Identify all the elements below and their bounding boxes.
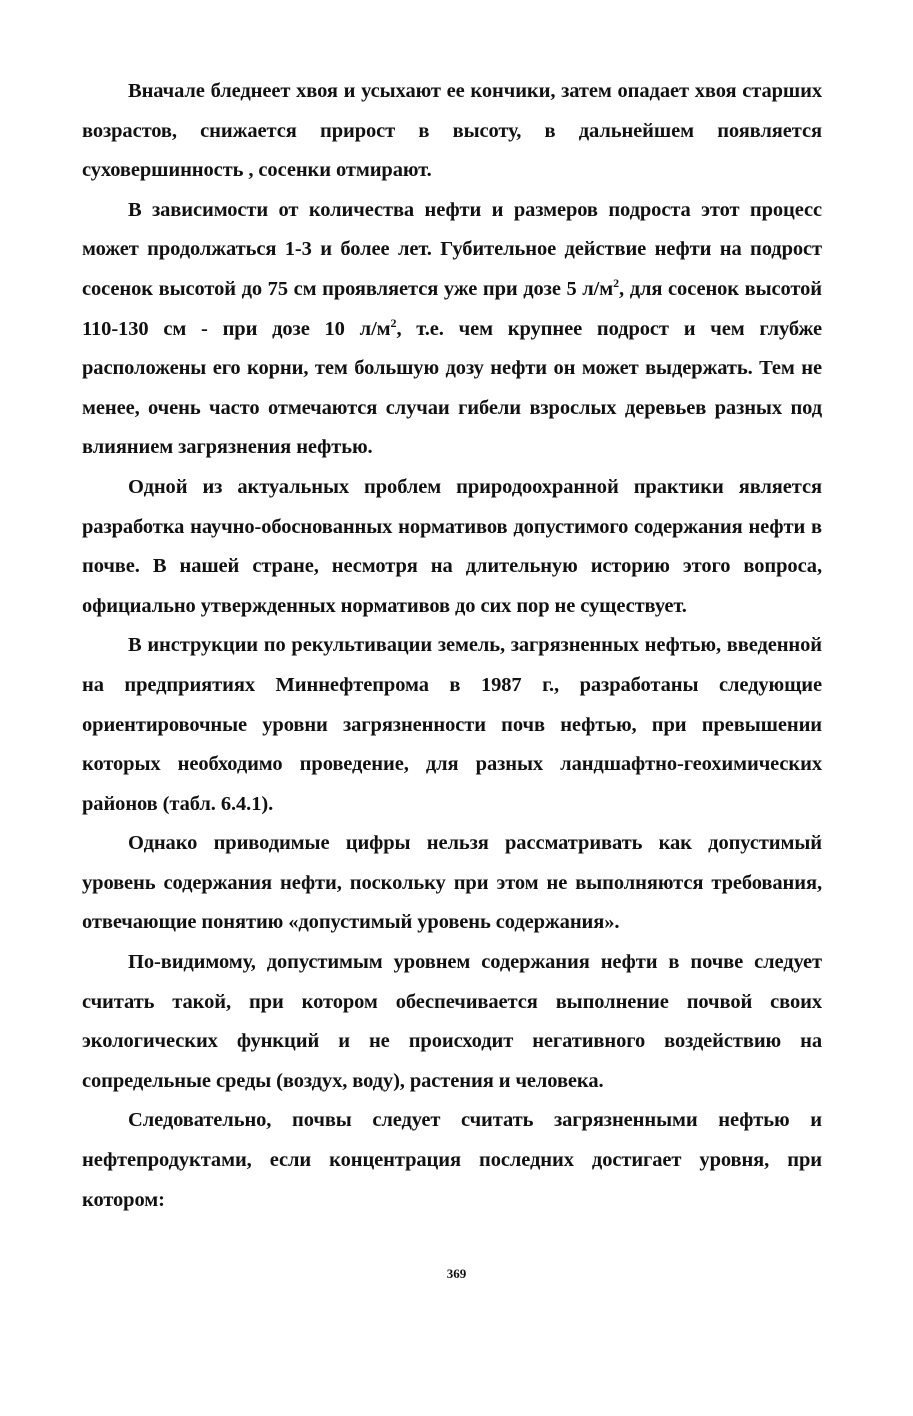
superscript-2-first: 2 [613,276,620,291]
paragraph-2-part-a: В зависимости от количества нефти и размеров подроста этот процесс может продолжаться 1-3 и более лет. Губительное действие нефти на подрост сосенок высотой до 75 см проявляется уже при дозе 5 л/м [82,198,822,300]
paragraph-7: Следовательно, почвы следует считать загрязненными нефтью и нефтепродуктами, если концентрация последних достигает уровня, при котором: [82,1109,822,1211]
paragraph-2 [82,191,822,468]
paragraph-2-part-b: , для сосенок высотой 110-130 см - при дозе 10 л/м [82,277,822,340]
paragraph-1: Вначале бледнеет хвоя и усыхают ее кончики, затем опадает хвоя старших возрастов, снижается прирост в высоту, в дальнейшем появляется суховершинность , сосенки отмирают. [82,80,822,182]
paragraph-5: Однако приводимые цифры нельзя рассматривать как допустимый уровень содержания нефти, поскольку при этом не выполняются требования, отвечающие понятию «допустимый уровень содержания». [82,832,822,934]
superscript-2-second: 2 [390,315,397,330]
paragraph-6: По-видимому, допустимым уровнем содержания нефти в почве следует считать такой, при котором обеспечивается выполнение почвой своих экологических функций и не происходит негативного воздействию на сопредельные среды (воздух, воду), растения и человека. [82,951,822,1092]
paragraph-3: Одной из актуальных проблем природоохранной практики является разработка научно-обоснованных нормативов допустимого содержания нефти в почве. В нашей стране, несмотря на длительную историю этого вопроса, официально утвержденных нормативов до сих пор не существует. [82,475,822,617]
paragraph-4: В инструкции по рекультивации земель, загрязненных нефтью, введенной на предприятиях Миннефтепрома в 1987 г., разработаны следующие ориентировочные уровни загрязненности почв нефтью, при превышении которых необходимо проведение, для разных ландшафтно-геохимических районов (табл. 6.4.1). [82,634,822,815]
paragraph-2-part-c: , т.е. чем крупнее подрост и чем глубже расположены его корни, тем большую дозу нефти он может выдержать. Тем не менее, очень часто отмечаются случаи гибели взрослых деревьев разных под влиянием загрязнения нефтью. [82,317,822,459]
page-number: 369 [446,1266,467,1281]
body-text [82,72,822,1220]
